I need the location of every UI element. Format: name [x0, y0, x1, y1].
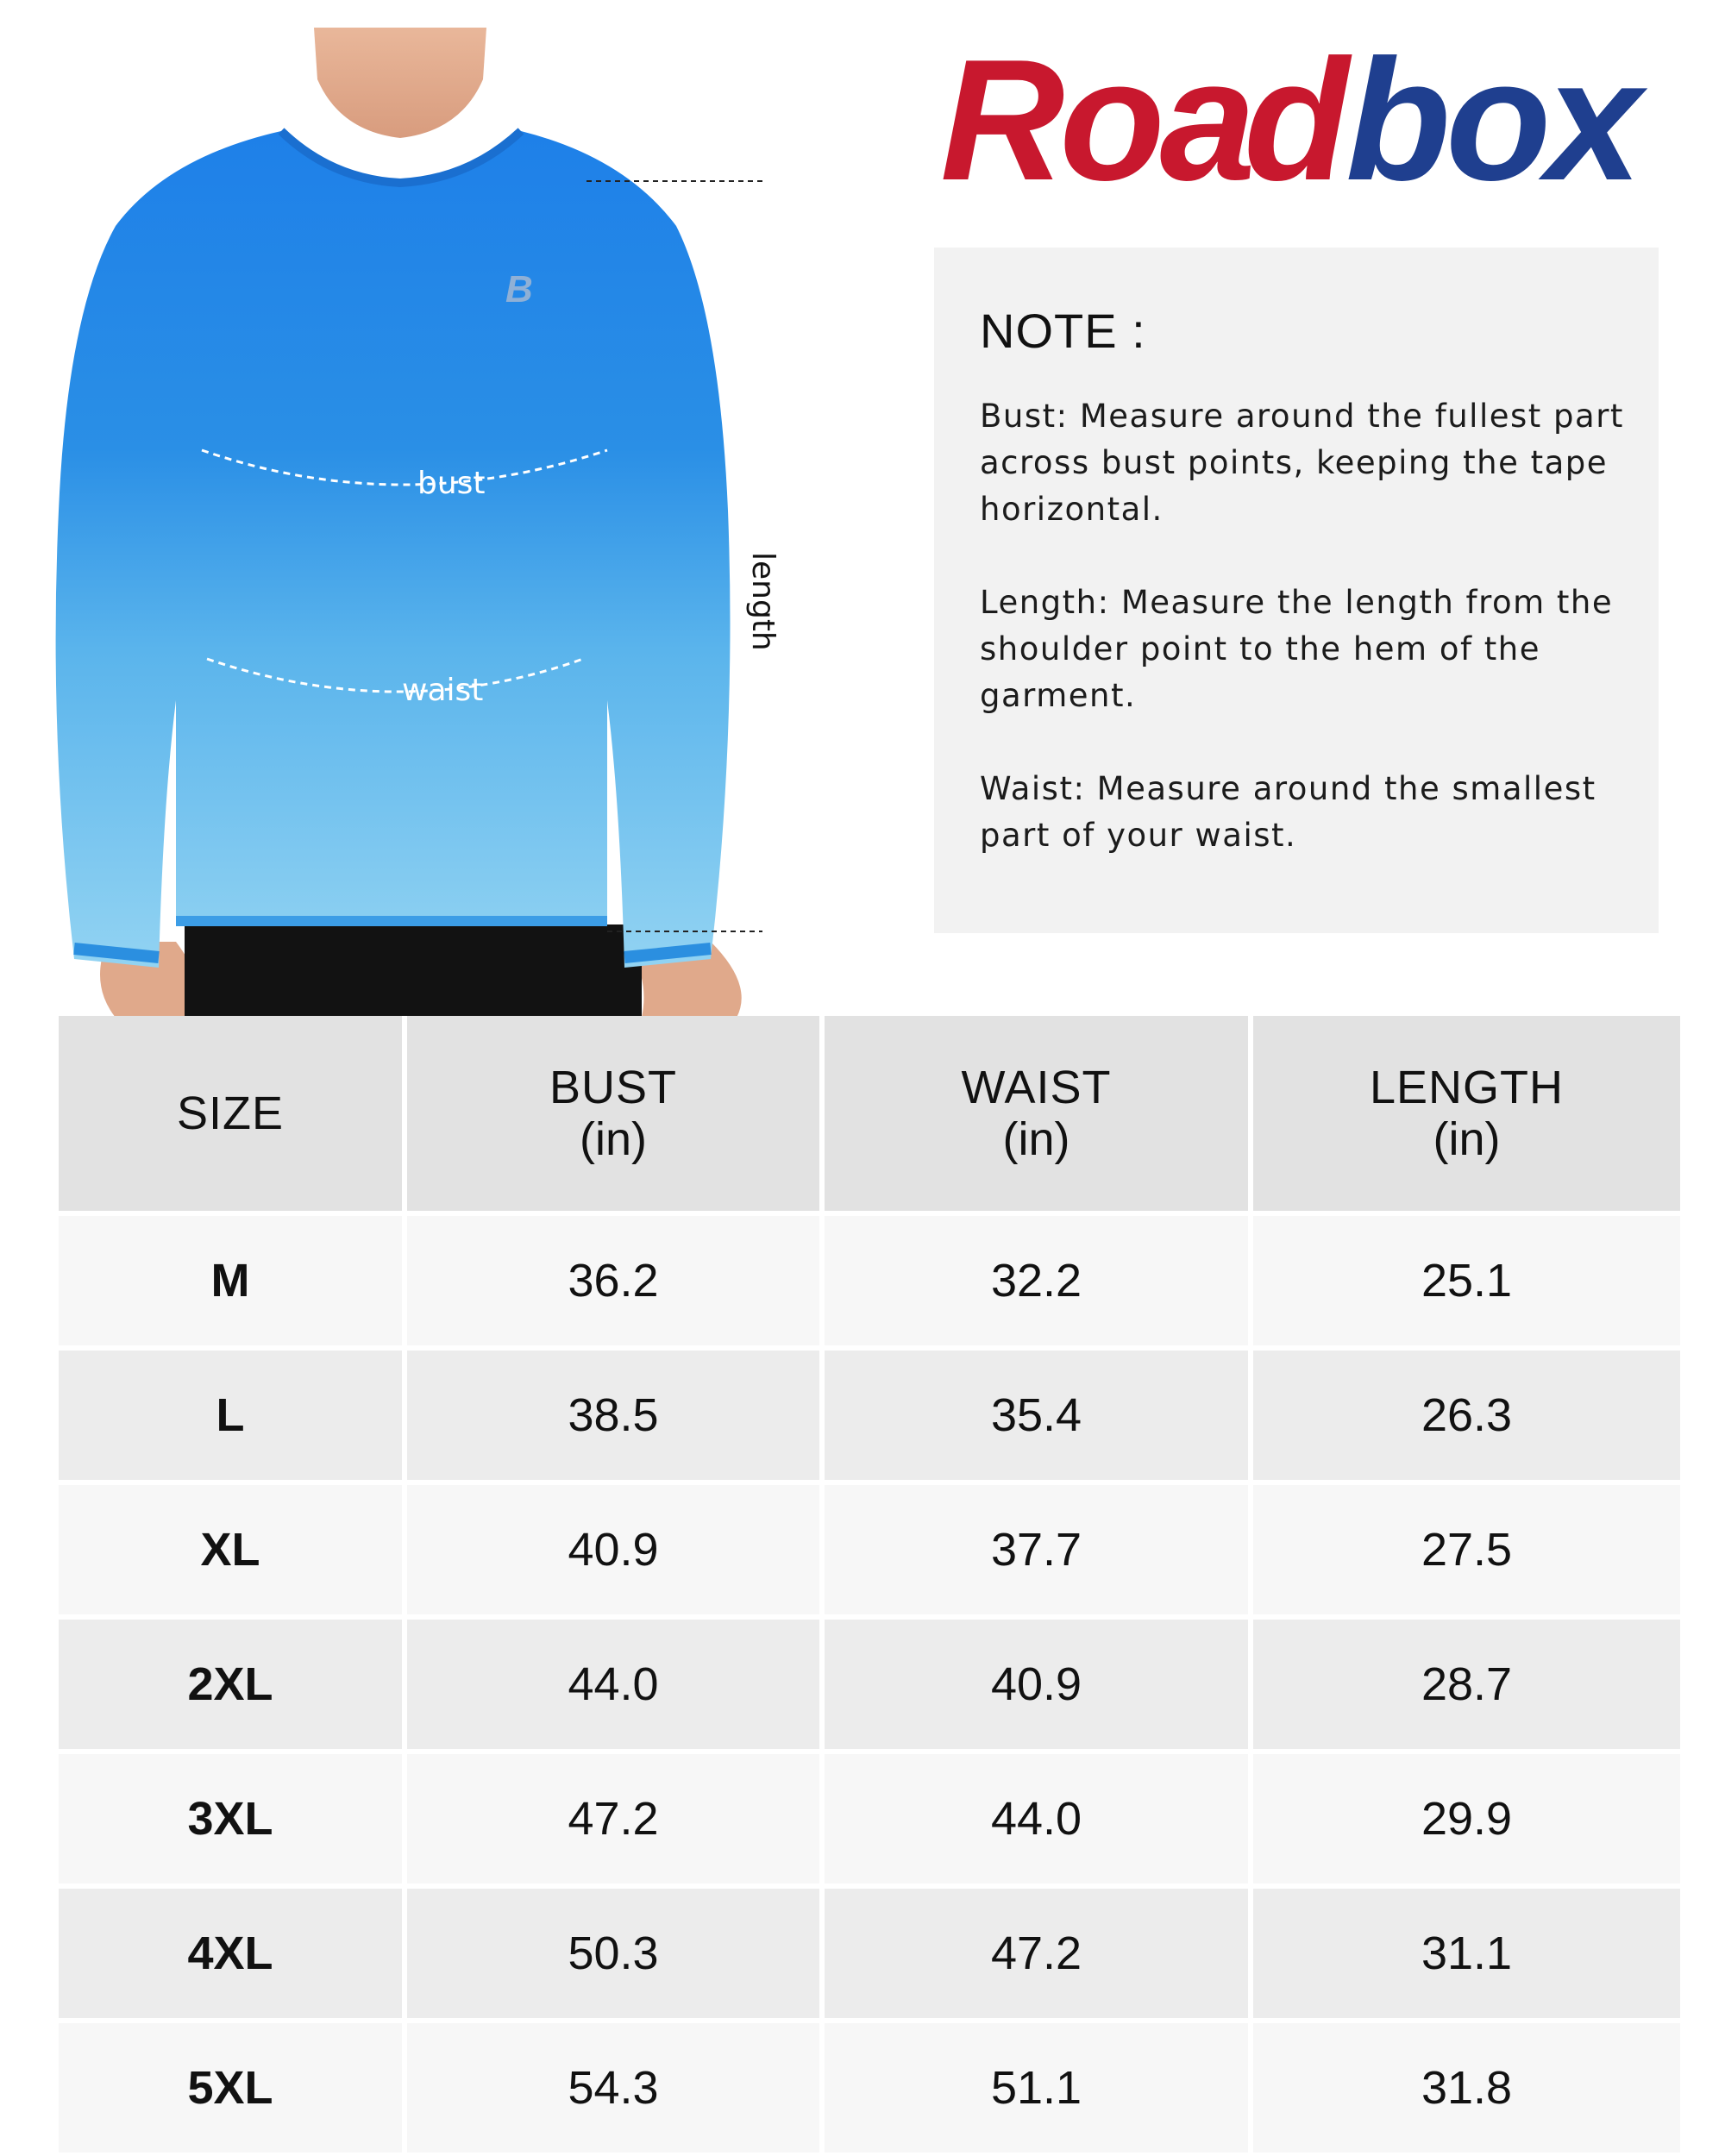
table-header: [59, 1016, 1680, 1211]
table-row: [59, 1211, 1680, 1345]
table-row: [59, 1883, 1680, 2018]
header-bust-unit: (in): [580, 1113, 647, 1165]
shirt-shape: [56, 131, 731, 968]
length-cell: 31.1: [1253, 1883, 1680, 2018]
bust-cell: 47.2: [407, 1749, 825, 1883]
header-length: [1253, 1016, 1680, 1211]
logo-blue-part: box: [1346, 31, 1637, 195]
header-waist-unit: (in): [1002, 1113, 1070, 1165]
roadbox-logo: [940, 31, 1699, 195]
length-cell: 31.8: [1253, 2018, 1680, 2153]
size-chart-table: [59, 1016, 1680, 2153]
note-bust: Bust: Measure around the fullest part across bust points, keeping the tape horizontal.: [980, 398, 1624, 528]
bust-cell: 54.3: [407, 2018, 825, 2153]
waist-cell: 40.9: [825, 1614, 1253, 1749]
header-waist-label: WAIST: [961, 1062, 1112, 1113]
size-cell: 4XL: [59, 1883, 407, 2018]
left-cuff: [74, 949, 159, 957]
table-row: [59, 1480, 1680, 1614]
shirt-illustration: [55, 28, 762, 1018]
product-image: [55, 28, 762, 1018]
note-waist: Waist: Measure around the smallest part of your waist.: [980, 770, 1596, 854]
waist-cell: 37.7: [825, 1480, 1253, 1614]
length-label: length: [745, 552, 781, 651]
header-row: [59, 1016, 1680, 1211]
length-cell: 25.1: [1253, 1211, 1680, 1345]
size-cell: 5XL: [59, 2018, 407, 2153]
length-cell: 26.3: [1253, 1345, 1680, 1480]
bust-cell: 50.3: [407, 1883, 825, 2018]
bust-cell: 40.9: [407, 1480, 825, 1614]
size-cell: M: [59, 1211, 407, 1345]
waist-cell: 32.2: [825, 1211, 1253, 1345]
header-bust-label: BUST: [549, 1062, 678, 1113]
waist-cell: 47.2: [825, 1883, 1253, 2018]
header-length-label: LENGTH: [1369, 1062, 1565, 1113]
size-cell: 2XL: [59, 1614, 407, 1749]
table-body: [59, 1211, 1680, 2153]
measurement-note-panel: [934, 248, 1659, 933]
size-cell: 3XL: [59, 1749, 407, 1883]
bust-label: bust: [417, 466, 486, 501]
note-length: Length: Measure the length from the shoulder point to the hem of the garment.: [980, 584, 1614, 714]
waist-cell: 44.0: [825, 1749, 1253, 1883]
logo-red-d: d: [1244, 31, 1345, 195]
bust-cell: 36.2: [407, 1211, 825, 1345]
right-cuff: [624, 949, 711, 957]
brand-logo: [940, 31, 1699, 195]
header-size: [59, 1016, 407, 1211]
header-bust: [407, 1016, 825, 1211]
header-waist: [825, 1016, 1253, 1211]
note-title: NOTE :: [980, 304, 1146, 358]
waist-cell: 35.4: [825, 1345, 1253, 1480]
length-cell: 27.5: [1253, 1480, 1680, 1614]
shorts-shape: [185, 924, 642, 1018]
chest-logo-icon: B: [505, 268, 533, 310]
header-size-label: SIZE: [176, 1087, 285, 1139]
bust-cell: 38.5: [407, 1345, 825, 1480]
neck-shape: [314, 28, 486, 138]
header-length-unit: (in): [1433, 1113, 1501, 1165]
size-cell: XL: [59, 1480, 407, 1614]
logo-red-part: Roa: [940, 31, 1251, 195]
table-row: [59, 2018, 1680, 2153]
table-row: [59, 1345, 1680, 1480]
bust-cell: 44.0: [407, 1614, 825, 1749]
length-cell: 29.9: [1253, 1749, 1680, 1883]
waist-cell: 51.1: [825, 2018, 1253, 2153]
hem-band: [176, 916, 607, 926]
length-cell: 28.7: [1253, 1614, 1680, 1749]
table-row: [59, 1749, 1680, 1883]
size-cell: L: [59, 1345, 407, 1480]
table-row: [59, 1614, 1680, 1749]
waist-label: waist: [402, 673, 484, 708]
